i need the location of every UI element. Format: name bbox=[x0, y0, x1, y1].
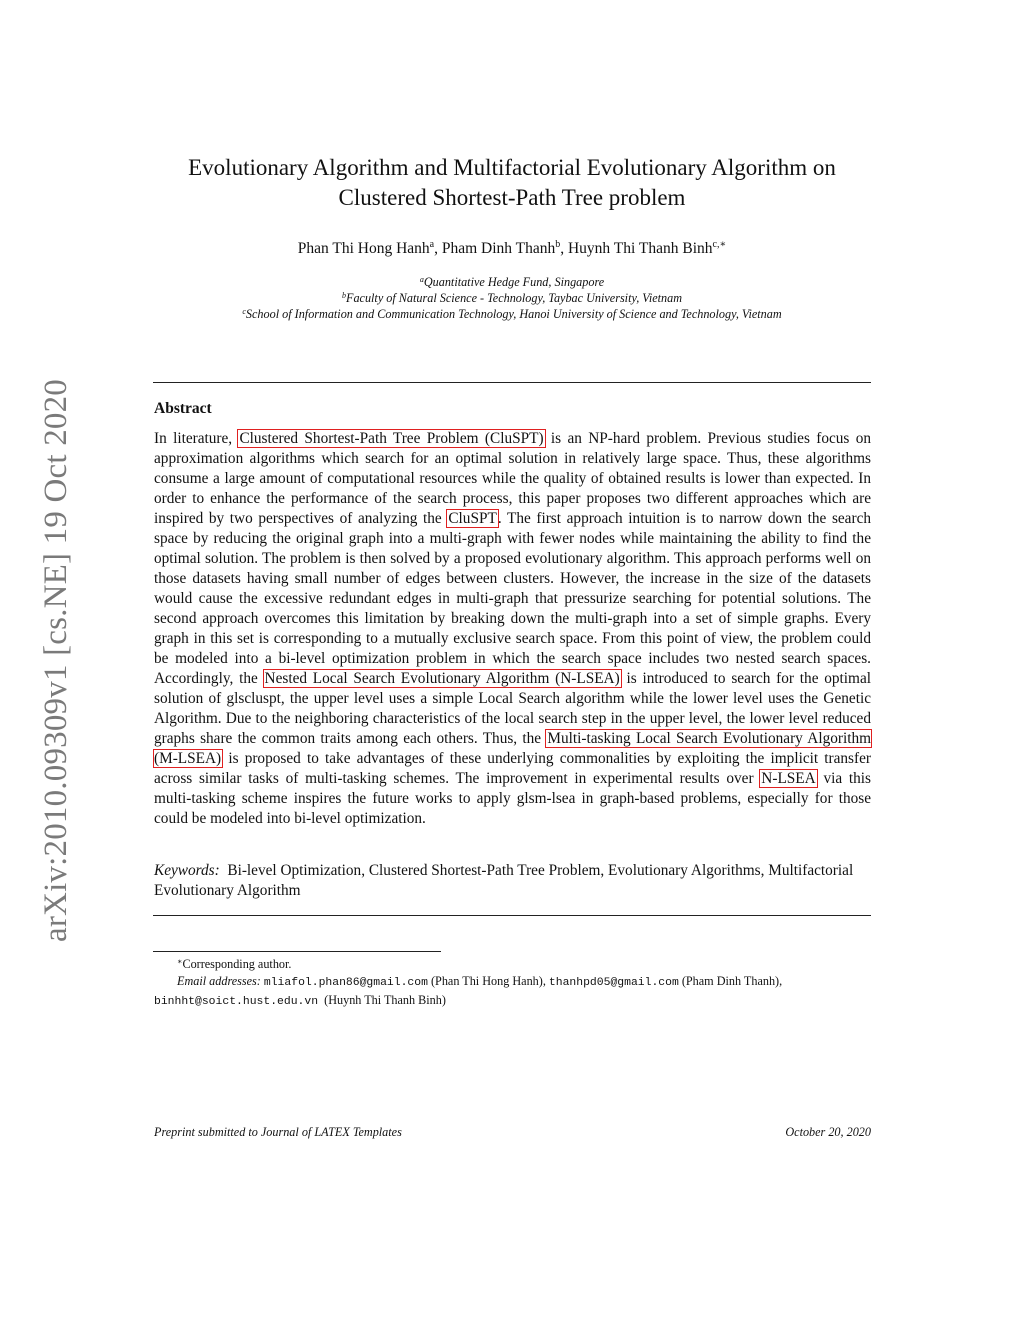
author-name: Phan Thi Hong Hanh bbox=[297, 240, 430, 257]
abstract-text: . The first approach intuition is to narrow down the search space by reducing the original graph into a multi-graph with fewer nodes while maintaining the ability to find the optimal solution. The problem is then solved by a proposed evolutionary algorithm. This approach performs well on those datasets having small number of edges between clusters. However, the increase in the size of the datasets would cause the excessive redundant edges in multi-graph that pressurize searching for potential solutions. The second approach overcomes this limitation by breaking down the multi-graph into a set of simple graphs. Every graph in this set is corresponding to a mutually exclusive search space. From this point of view, the problem could be modeled into a bi-level optimization problem in which the search space includes two nested search spaces. Accordingly, the bbox=[154, 510, 872, 687]
email-owner: (Huynh Thi Thanh Binh) bbox=[324, 993, 446, 1007]
abstract-heading: Abstract bbox=[154, 400, 212, 417]
footer-journal: Preprint submitted to Journal of LATEX Templates bbox=[154, 1125, 402, 1139]
affiliation bbox=[150, 306, 874, 322]
footnote-rule bbox=[153, 951, 441, 952]
abstract-text: In literature, bbox=[154, 430, 239, 447]
affiliation-text: Faculty of Natural Science - Technology, Taybac University, Vietnam bbox=[346, 291, 682, 305]
title-line-1: Evolutionary Algorithm and Multifactorial Evolutionary Algorithm on bbox=[188, 155, 836, 180]
keywords-text: Bi-level Optimization, Clustered Shortest-Path Tree Problem, Evolutionary Algorithms, Multifactorial Evolutionary Algorithm bbox=[154, 862, 854, 899]
email-link[interactable]: thanhpd05@gmail.com bbox=[548, 977, 679, 989]
acronym-link-n-lsea-short[interactable]: N-LSEA bbox=[761, 770, 816, 787]
paper-title bbox=[150, 153, 874, 213]
affiliation-mark: a bbox=[419, 275, 424, 284]
abstract-text: is proposed to take advantages of these underlying commonalities by exploiting the implicit transfer across similar tasks of multi-tasking schemes. The improvement in experimental results over bbox=[154, 750, 871, 787]
acronym-link-cluspt[interactable]: Clustered Shortest-Path Tree Problem (CluSPT) bbox=[239, 430, 544, 447]
affiliation-mark: c bbox=[242, 307, 246, 316]
email-link[interactable]: mliafol.phan86@gmail.com bbox=[263, 977, 428, 989]
email-link[interactable]: binhht@soict.hust.edu.vn bbox=[154, 996, 319, 1008]
abstract-text: is introduced to search for the optimal solution of glscluspt, the upper level uses a simple Local Search algorithm while the lower level uses the Genetic Algorithm. Due to the neighboring characteristics of the local search step in the upper level, the lower level reduced graphs share the common traits among each others. Thus, the bbox=[154, 670, 871, 747]
email-owner: (Pham Dinh Thanh), bbox=[681, 974, 783, 988]
abstract-top-rule bbox=[153, 382, 871, 383]
footer-date: October 20, 2020 bbox=[785, 1125, 871, 1139]
arxiv-stamp bbox=[38, 362, 74, 942]
acronym-link-cluspt-short[interactable]: CluSPT bbox=[448, 510, 497, 527]
email-label: Email addresses: bbox=[177, 974, 261, 988]
title-line-2: Clustered Shortest-Path Tree problem bbox=[338, 185, 686, 210]
footnote-corresponding bbox=[154, 956, 871, 973]
footnote-corresponding-text: Corresponding author. bbox=[182, 957, 292, 971]
affiliation bbox=[150, 274, 874, 290]
affiliation-list bbox=[150, 274, 874, 322]
author-name: Pham Dinh Thanh bbox=[441, 240, 556, 257]
author-mark[interactable]: c,∗ bbox=[712, 239, 727, 250]
keywords bbox=[154, 861, 871, 901]
acronym-link-n-lsea[interactable]: Nested Local Search Evolutionary Algorithm (N-LSEA) bbox=[264, 670, 620, 687]
affiliation-mark: b bbox=[342, 291, 346, 300]
abstract-body bbox=[154, 429, 871, 829]
footnote bbox=[154, 956, 871, 1011]
email-owner: (Phan Thi Hong Hanh), bbox=[431, 974, 546, 988]
author-mark[interactable]: b bbox=[555, 239, 561, 250]
keywords-label: Keywords: bbox=[154, 862, 220, 879]
affiliation bbox=[150, 290, 874, 306]
abstract-text: is an NP-hard problem. Previous studies focus on approximation algorithms which search for an optimal solution in relatively large space. Thus, these algorithms consume a large amount of computational resources while the quality of obtained results is lower than expected. In order to enhance the performance of the search process, this paper proposes two different approaches which are inspired by two perspectives of analyzing the bbox=[154, 430, 872, 527]
affiliation-text: School of Information and Communication Technology, Hanoi University of Science and Technology, Vietnam bbox=[245, 307, 782, 321]
author-list: Phan Thi Hong Hanh$^a$, Pham Dinh Thanh$^b$, Huynh Thi Thanh Binh$^{c,∗}$ bbox=[297, 239, 727, 257]
affiliation-text: Quantitative Hedge Fund, Singapore bbox=[423, 275, 605, 289]
abstract-bottom-rule bbox=[153, 915, 871, 916]
author-mark[interactable]: a bbox=[429, 239, 435, 250]
footnote-emails bbox=[154, 973, 871, 1011]
author-name: Huynh Thi Thanh Binh bbox=[567, 240, 713, 257]
arxiv-id[interactable]: arXiv:2010.09309v1 [cs.NE] 19 Oct 2020 bbox=[38, 378, 74, 942]
abstract-text: via this multi-tasking scheme inspires the future works to apply glsm-lsea in graph-based problems, especially for those could be modeled into bi-level optimization. bbox=[154, 770, 871, 827]
acronym-link-m-lsea[interactable]: Multi-tasking Local Search Evolutionary Algorithm (M-LSEA) bbox=[154, 730, 872, 767]
footnote-mark: ∗ bbox=[177, 957, 183, 966]
